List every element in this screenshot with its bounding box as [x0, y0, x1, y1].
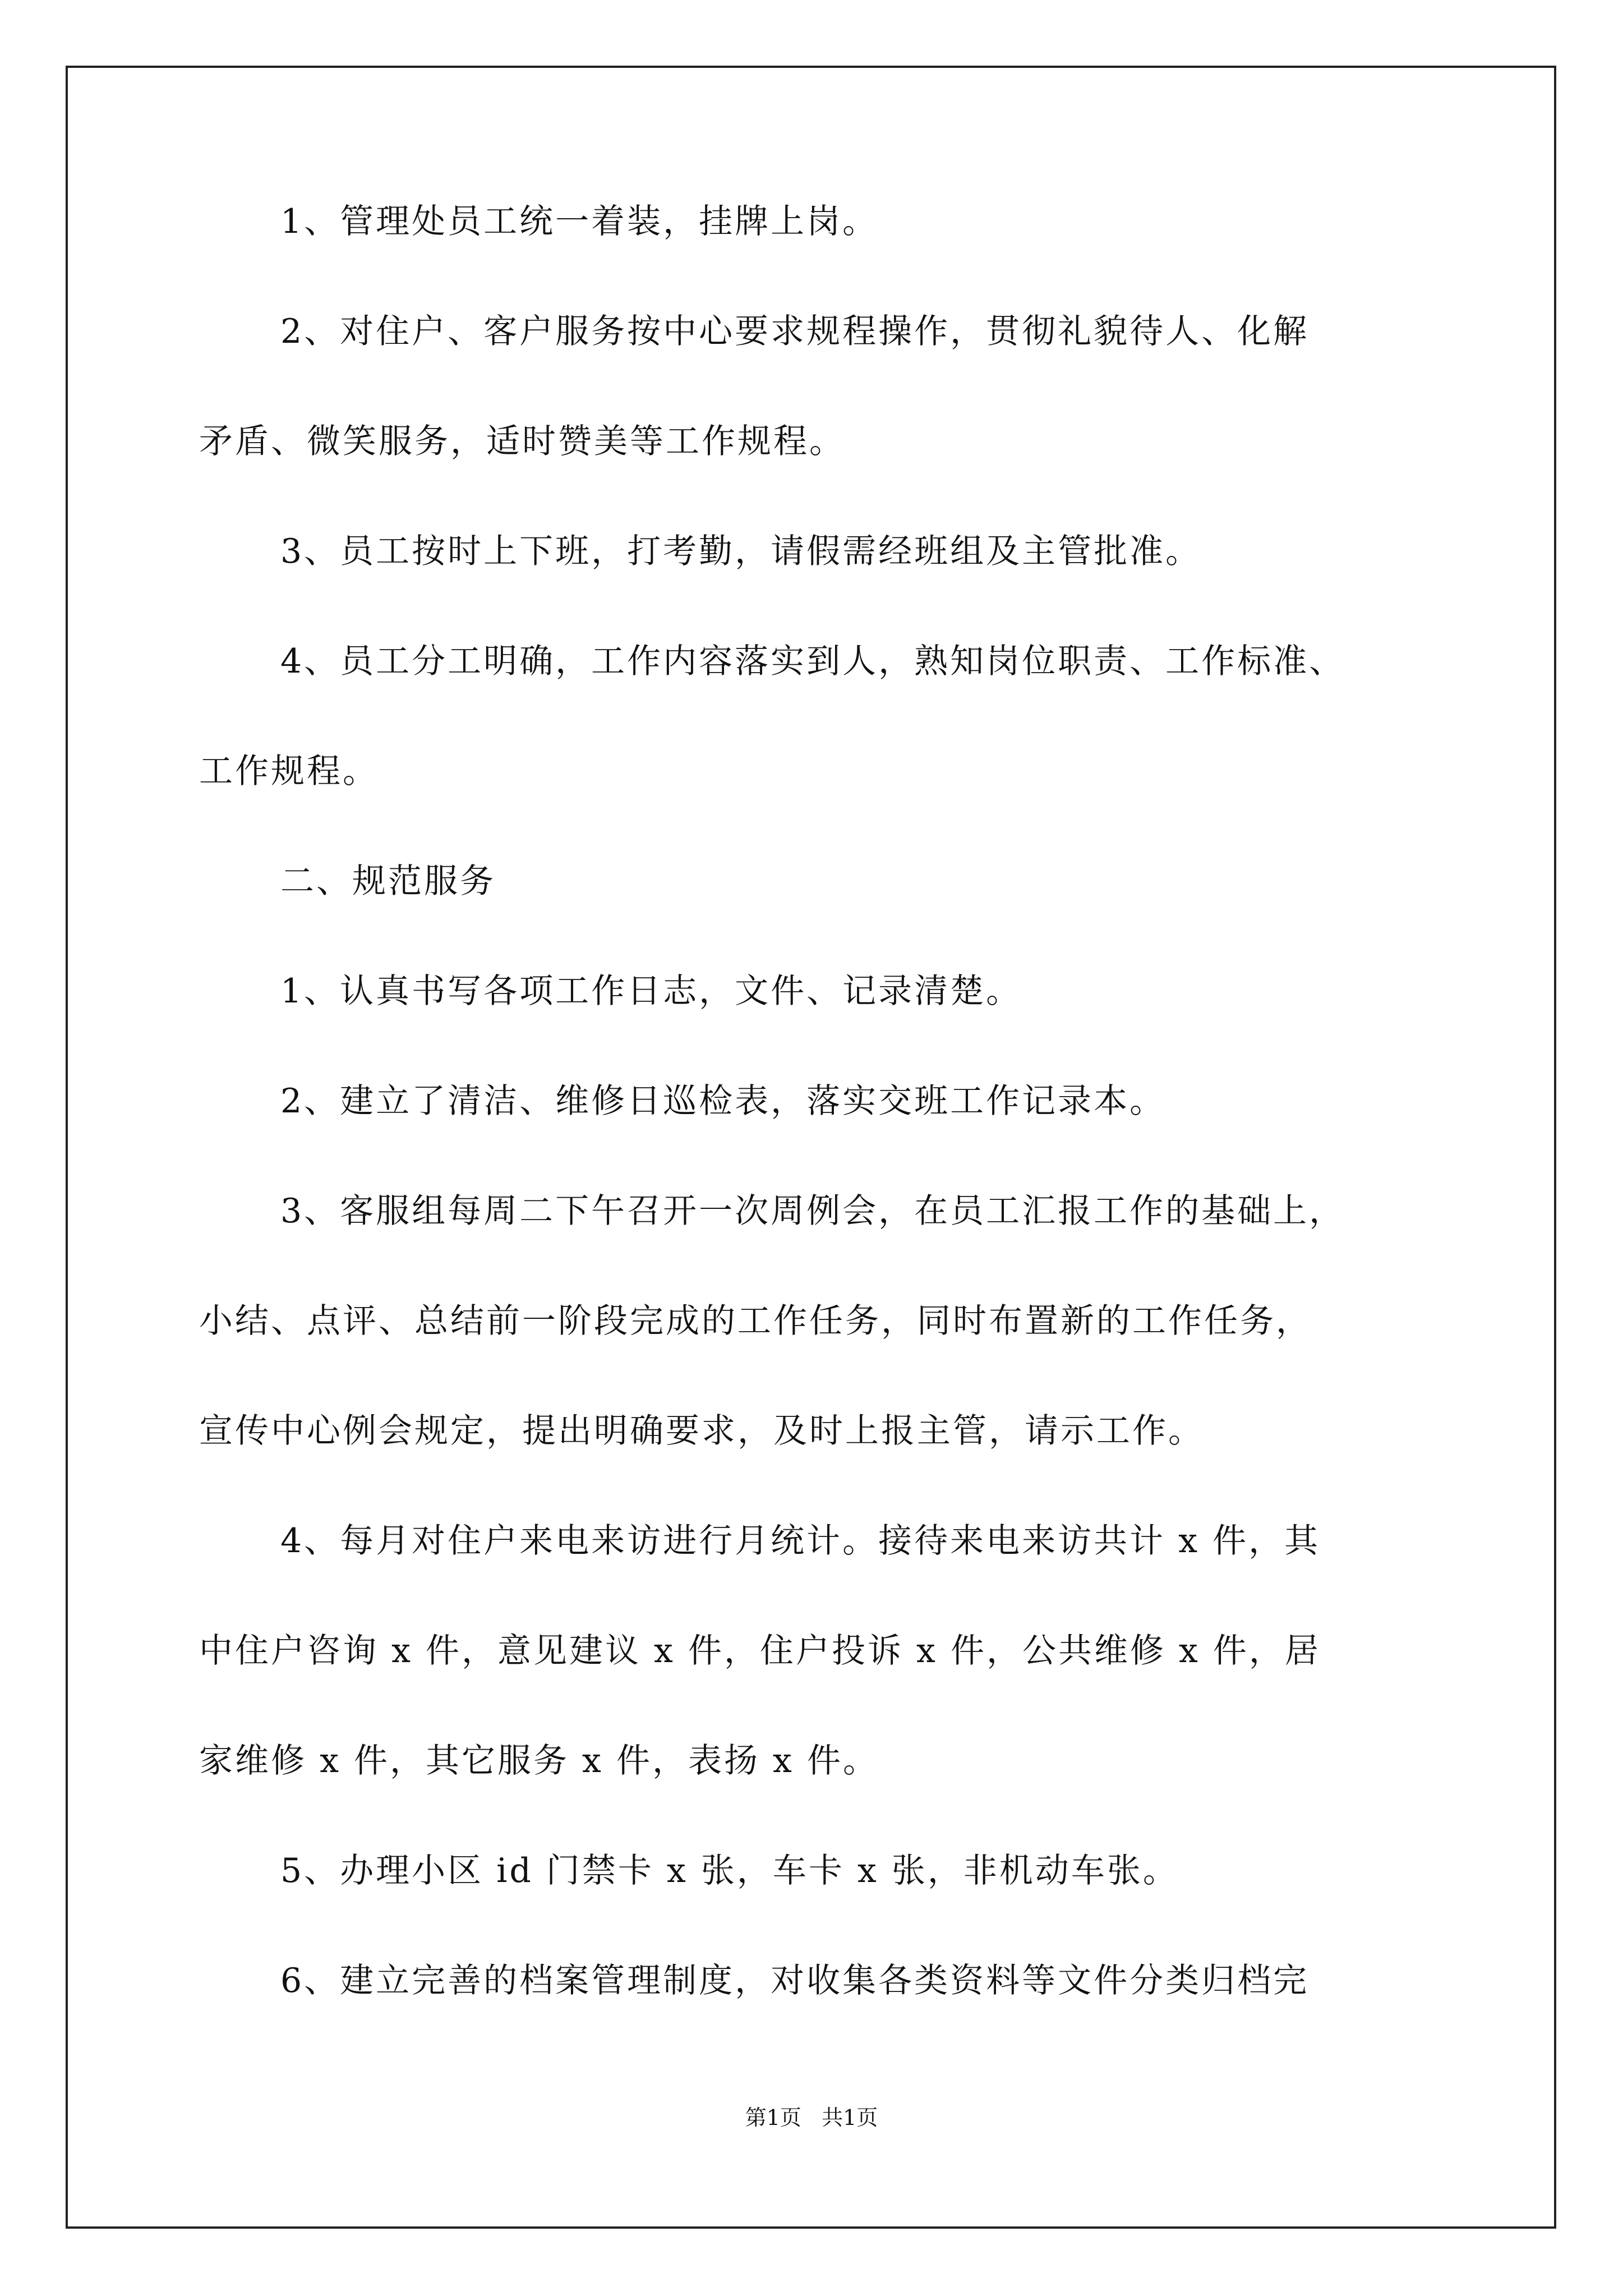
paragraph-line: 1、认真书写各项工作日志，文件、记录清楚。 — [280, 972, 1022, 1011]
paragraph-line: 3、客服组每周二下午召开一次周例会，在员工汇报工作的基础上， — [280, 1191, 1345, 1231]
paragraph-line: 小结、点评、总结前一阶段完成的工作任务，同时布置新的工作任务， — [199, 1301, 1312, 1341]
paragraph-line: 2、对住户、客户服务按中心要求规程操作，贯彻礼貌待人、化解 — [280, 312, 1310, 351]
paragraph-line: 宣传中心例会规定，提出明确要求，及时上报主管，请示工作。 — [199, 1411, 1204, 1451]
paragraph-line: 3、员工按时上下班，打考勤，请假需经班组及主管批准。 — [280, 532, 1202, 571]
page-footer: 第1页 共1页 — [745, 2105, 878, 2130]
section-heading: 二、规范服务 — [280, 862, 496, 901]
paragraph-line: 1、管理处员工统一着装，挂牌上岗。 — [280, 202, 879, 241]
paragraph-line: 5、办理小区 id 门禁卡 x 张，车卡 x 张，非机动车张。 — [280, 1851, 1179, 1890]
paragraph-line: 2、建立了清洁、维修日巡检表，落实交班工作记录本。 — [280, 1082, 1166, 1121]
paragraph-line: 4、每月对住户来电来访进行月统计。接待来电来访共计 x 件，其 — [280, 1521, 1321, 1561]
paragraph-line: 矛盾、微笑服务，适时赞美等工作规程。 — [199, 422, 845, 461]
paragraph-line: 家维修 x 件，其它服务 x 件，表扬 x 件。 — [199, 1741, 879, 1780]
paragraph-line: 中住户咨询 x 件，意见建议 x 件，住户投诉 x 件，公共维修 x 件，居 — [199, 1631, 1321, 1671]
paragraph-line: 工作规程。 — [199, 752, 379, 791]
paragraph-line: 6、建立完善的档案管理制度，对收集各类资料等文件分类归档完 — [280, 1961, 1310, 2000]
paragraph-line: 4、员工分工明确，工作内容落实到人，熟知岗位职责、工作标准、 — [280, 642, 1345, 681]
page-border — [66, 66, 1556, 2229]
